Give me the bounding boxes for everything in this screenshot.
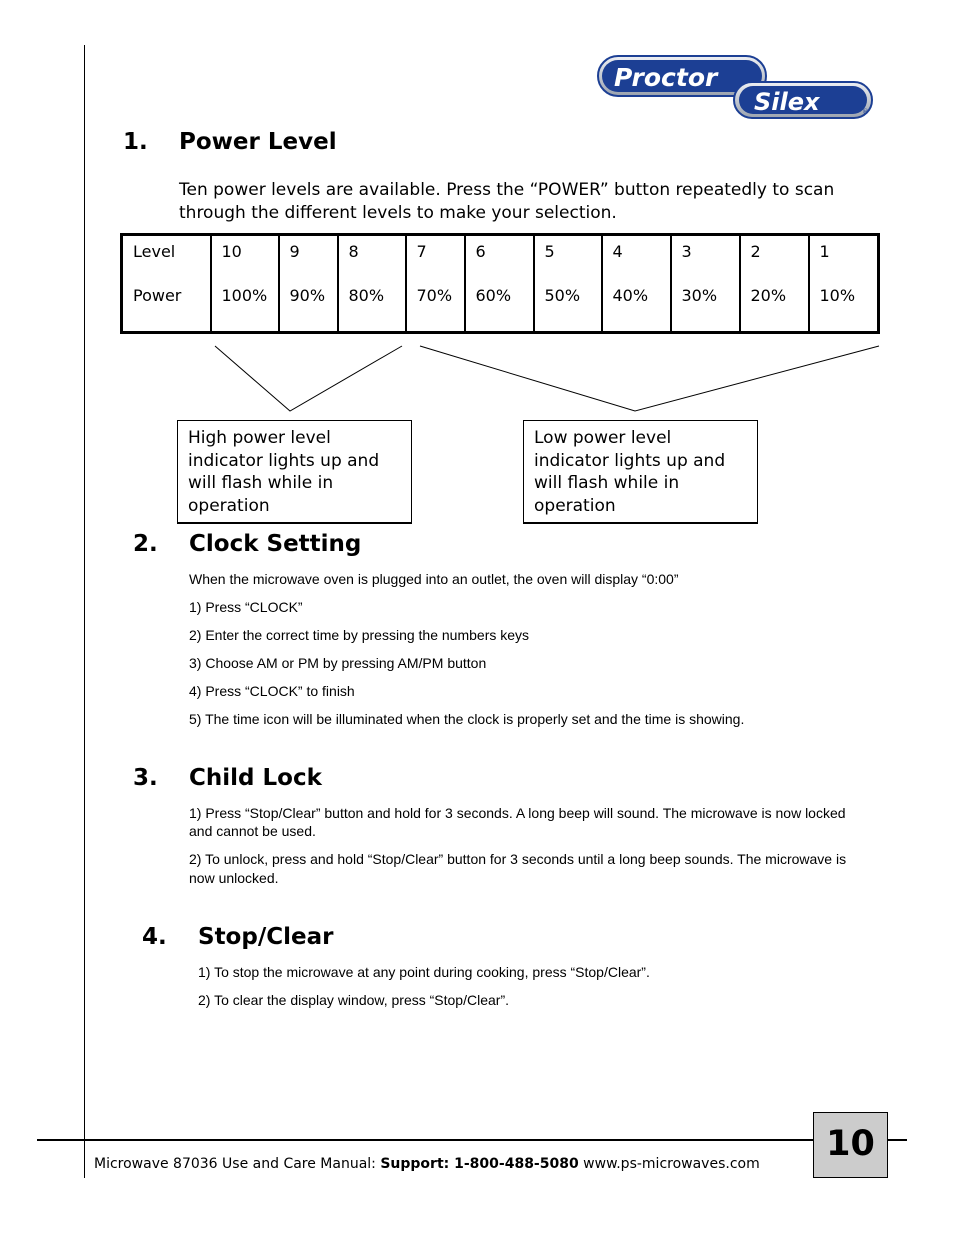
section-2-title: Clock Setting (189, 531, 362, 557)
high-power-callout: High power level indicator lights up and will flash while in operation (177, 420, 412, 524)
clock-intro: When the microwave oven is plugged into an outlet, the oven will display “0:00” (189, 571, 679, 587)
level-cell: 8 (338, 235, 406, 281)
footer-support-phone: Support: 1-800-488-5080 (380, 1156, 579, 1172)
clock-step: 2) Enter the correct time by pressing the numbers keys (189, 627, 530, 643)
section-3-number: 3. (133, 765, 158, 791)
stop-clear-step: 2) To clear the display window, press “Stop/Clear”. (198, 992, 509, 1008)
logo-word-proctor: Proctor (614, 63, 718, 92)
level-cell: 10 (211, 235, 279, 281)
page-number: 10 (813, 1112, 888, 1178)
footer-website: www.ps-microwaves.com (578, 1156, 760, 1172)
section-3-title: Child Lock (189, 765, 322, 791)
footer-text (94, 1156, 760, 1172)
power-cell: 70% (406, 280, 465, 333)
power-cell: 90% (279, 280, 338, 333)
power-cell: 60% (465, 280, 534, 333)
level-cell: 1 (819, 242, 830, 261)
stop-clear-step: 1) To stop the microwave at any point during cooking, press “Stop/Clear”. (198, 964, 650, 980)
logo-registered-mark: ® (862, 108, 869, 116)
callout-connectors (0, 0, 954, 430)
power-cell: 20% (740, 280, 809, 333)
high-power-connector (215, 346, 402, 411)
section-1-title: Power Level (179, 129, 337, 155)
clock-step: 5) The time icon will be illuminated when the clock is properly set and the time is showing. (189, 711, 745, 727)
low-power-connector (420, 346, 879, 411)
level-row-label: Level (122, 235, 211, 281)
section-1-number: 1. (123, 129, 148, 155)
low-power-callout: Low power level indicator lights up and will flash while in operation (523, 420, 758, 524)
power-cell: 30% (671, 280, 740, 333)
clock-step: 3) Choose AM or PM by pressing AM/PM button (189, 655, 487, 671)
power-row-label: Power (122, 280, 211, 333)
section-4-number: 4. (142, 924, 167, 950)
power-cell: 50% (534, 280, 602, 333)
child-lock-step: 2) To unlock, press and hold “Stop/Clear” button for 3 seconds until a long beep sounds. The microwave is now unlocked. (189, 851, 847, 886)
level-cell: 6 (465, 235, 534, 281)
logo-word-silex: Silex (754, 88, 820, 116)
section-2-number: 2. (133, 531, 158, 557)
footer-rule (37, 1139, 907, 1141)
level-cell: 3 (671, 235, 740, 281)
level-cell: 2 (740, 235, 809, 281)
power-cell: 10% (819, 286, 856, 305)
footer-manual-title: Microwave 87036 Use and Care Manual: (94, 1156, 381, 1172)
level-cell: 5 (534, 235, 602, 281)
level-cell: 9 (279, 235, 338, 281)
clock-step: 4) Press “CLOCK” to finish (189, 683, 355, 699)
power-cell: 100% (211, 280, 279, 333)
power-cell: 80% (338, 280, 406, 333)
clock-step: 1) Press “CLOCK” (189, 599, 303, 615)
power-level-intro: Ten power levels are available. Press the “POWER” button repeatedly to scan through the different levels to make your selection. (179, 180, 835, 223)
level-cell: 7 (406, 235, 465, 281)
section-4-title: Stop/Clear (198, 924, 334, 950)
child-lock-step: 1) Press “Stop/Clear” button and hold for 3 seconds. A long beep will sound. The microwave is now locked and cannot be used. (189, 805, 846, 839)
level-cell: 4 (602, 235, 671, 281)
power-cell: 40% (602, 280, 671, 333)
